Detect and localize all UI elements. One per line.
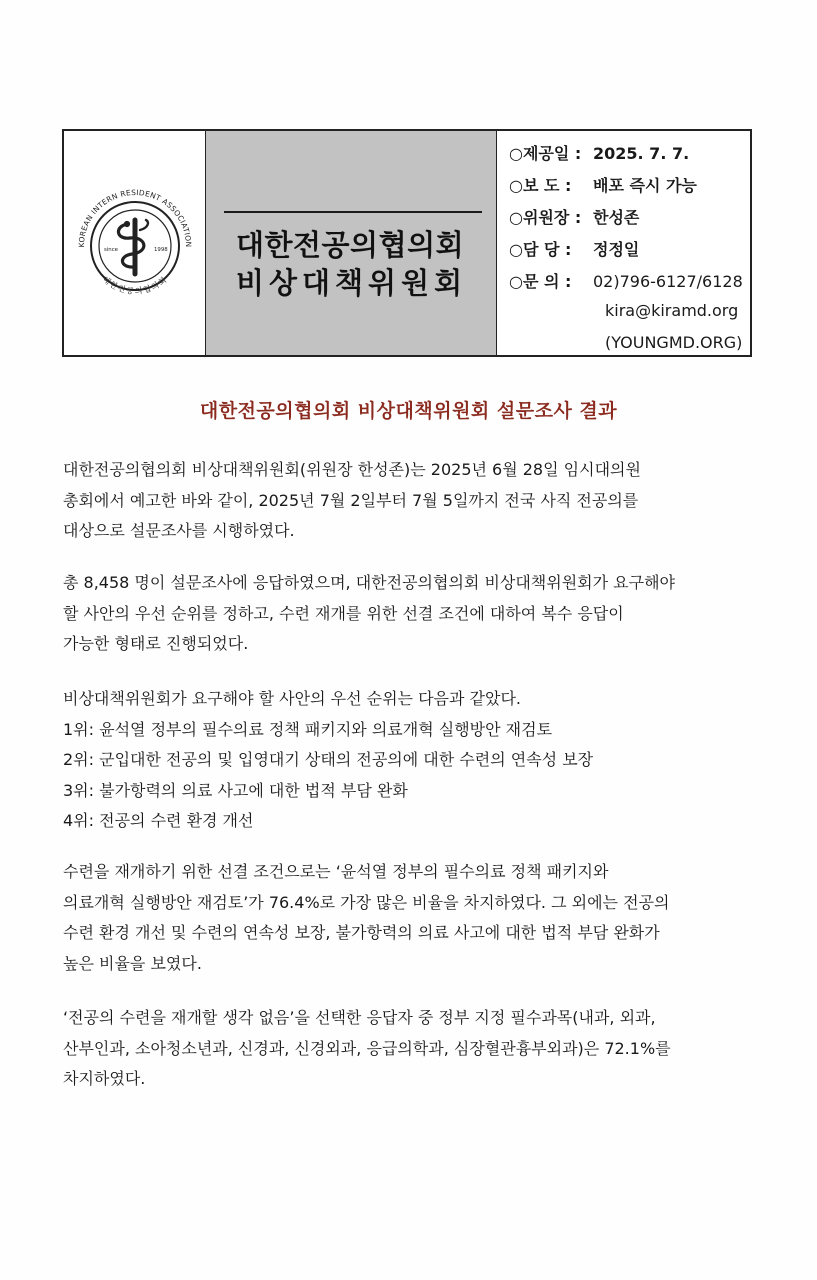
info-row-chair [509, 205, 639, 228]
priority-item: 4위: 전공의 수련 환경 개선 [63, 811, 254, 830]
association-logo [70, 168, 200, 318]
info-label: ○위원장 : [509, 208, 582, 227]
caduceus-icon [118, 220, 148, 274]
paragraph-priorities [63, 684, 763, 837]
info-cell [497, 131, 750, 355]
logo-ring-text-bottom: 대한전공의협의회 [100, 274, 169, 296]
text-line: 총 8,458 명이 설문조사에 응답하였으며, 대한전공의협의회 비상대책위원회가 요구해야 [63, 573, 675, 592]
priority-item: 3위: 불가항력의 의료 사고에 대한 법적 부담 완화 [63, 780, 408, 800]
info-label: ○담 당 : [509, 240, 572, 259]
logo-since-year: 1998 [153, 247, 168, 253]
text-line: 높은 비율을 보였다. [63, 953, 202, 973]
text-line: 가능한 형태로 진행되었다. [63, 634, 249, 653]
logo-cell [64, 131, 206, 355]
text-line: 비상대책위원회가 요구해야 할 사안의 우선 순위는 다음과 같았다. [63, 689, 522, 708]
text-line: 수련을 재개하기 위한 선결 조건으로는 ‘윤석열 정부의 필수의료 정책 패키지와 [63, 862, 609, 881]
info-row-date [509, 141, 689, 164]
text-line: 총회에서 예고한 바와 같이, 2025년 7월 2일부터 7월 5일까지 전국 사직 전공의를 [63, 490, 639, 510]
priority-item: 2위: 군입대한 전공의 및 입영대기 상태의 전공의에 대한 수련의 연속성 보장 [63, 750, 594, 769]
organization-name: 대한전공의협의회 [236, 228, 465, 262]
info-label: ○문 의 : [509, 272, 572, 291]
paragraph-intro [63, 455, 763, 547]
contact-email: kira@kiramd.org [605, 301, 739, 320]
text-line: 차지하였다. [63, 1069, 146, 1088]
info-row-release [509, 173, 697, 196]
info-value: 02)796-6127/6128 [593, 272, 743, 291]
info-value: 정정일 [593, 240, 640, 259]
info-value: 한성존 [593, 208, 640, 227]
info-label: ○제공일 : [509, 144, 582, 163]
organization-cell [206, 131, 497, 355]
paragraph-preconditions [63, 857, 763, 979]
paragraph-respondents [63, 568, 763, 660]
priority-item: 1위: 윤석열 정부의 필수의료 정책 패키지와 의료개혁 실행방안 재검토 [63, 719, 553, 739]
text-line: 대상으로 설문조사를 시행하였다. [63, 521, 295, 540]
text-line: 할 사안의 우선 순위를 정하고, 수련 재개를 위한 선결 조건에 대하여 복수 응답이 [63, 603, 624, 623]
info-row-inquiry [509, 269, 743, 292]
info-value: 배포 즉시 가능 [593, 176, 697, 195]
text-line: 대한전공의협의회 비상대책위원회(위원장 한성존)는 2025년 6월 28일 임시대의원 [63, 460, 641, 479]
info-row-contact-person [509, 237, 639, 260]
info-value: 2025. 7. 7. [593, 144, 690, 163]
info-label: ○보 도 : [509, 176, 572, 195]
svg-text:대한전공의협의회 [100, 274, 169, 296]
logo-ring-text-top: KOREAN INTERN RESIDENT ASSOCIATION [76, 187, 193, 248]
document-title: 대한전공의협의회 비상대책위원회 설문조사 결과 [199, 400, 618, 422]
organization-rule [224, 211, 482, 213]
text-line: ‘전공의 수련을 재개할 생각 없음’을 선택한 응답자 중 정부 지정 필수과목(내과, 외과, [63, 1008, 656, 1027]
text-line: 수련 환경 개선 및 수련의 연속성 보장, 불가항력의 의료 사고에 대한 법적 부담 완화가 [63, 923, 660, 942]
text-line: 의료개혁 실행방안 재검토’가 76.4%로 가장 많은 비율을 차지하였다. 그 외에는 전공의 [63, 892, 670, 912]
header-table [62, 129, 752, 357]
logo-since-label: since [103, 247, 118, 253]
committee-name: 비상대책위원회 [236, 266, 468, 300]
text-line: 산부인과, 소아청소년과, 신경과, 신경외과, 응급의학과, 심장혈관흉부외과)은 72.1%를 [63, 1038, 671, 1058]
paragraph-no-return [63, 1003, 763, 1095]
contact-website: (YOUNGMD.ORG) [605, 333, 743, 352]
